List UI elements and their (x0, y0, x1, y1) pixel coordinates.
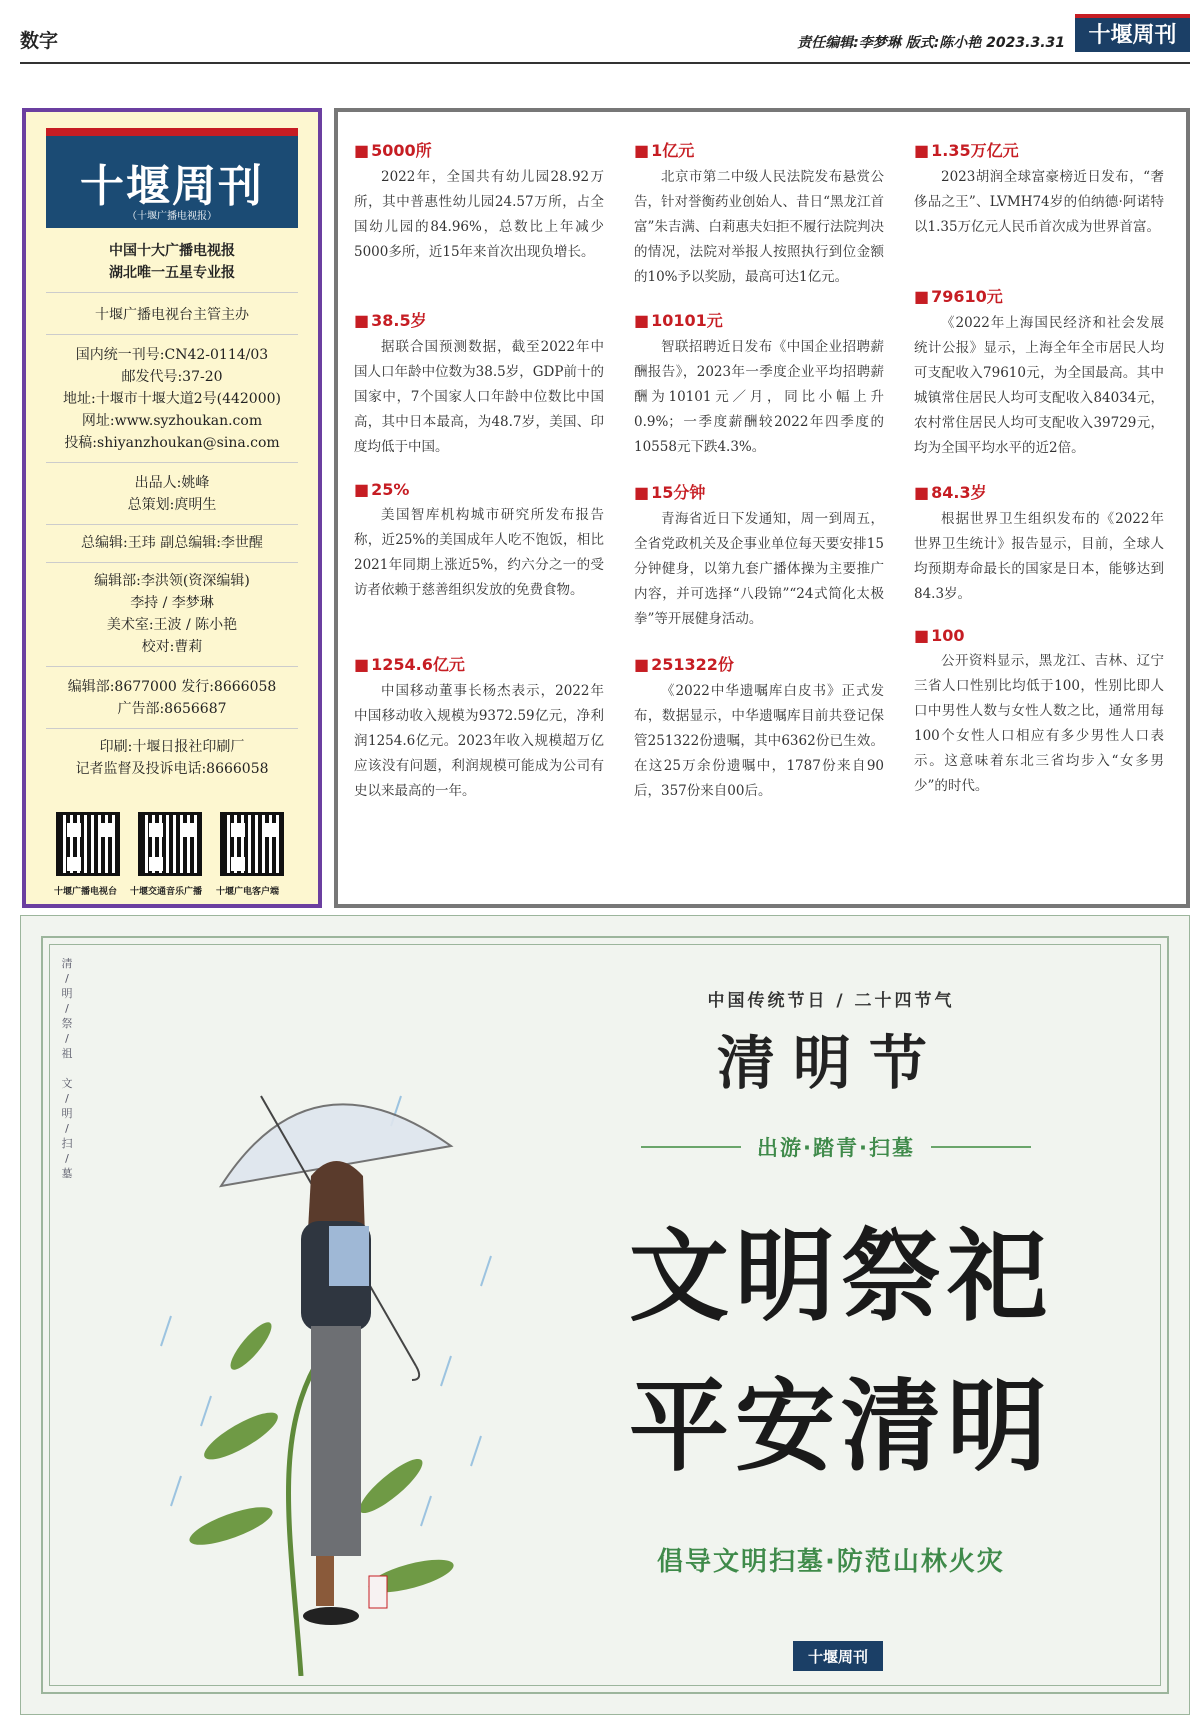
qingming-poster (20, 915, 1190, 1715)
vertical-caption: 清 / 明 / 祭 / 祖 文 / 明 / 扫 / 墓 (61, 957, 73, 1180)
tag-line-right (931, 1146, 1031, 1148)
divider (46, 728, 298, 729)
tag-text: 出游·踏青·扫墓 (757, 1136, 915, 1160)
logo-name: 十堰周刊 (80, 161, 264, 212)
item-figure: ■ 251322份 (634, 652, 884, 675)
poster-logo: 十堰周刊 (793, 1641, 883, 1671)
divider (46, 334, 298, 335)
item-text: 《2022中华遗嘱库白皮书》正式发布，数据显示，中华遗嘱库目前共登记保管251322份遗嘱，其中6362份已生效。在这25万余份遗嘱中，1787份来自90后，357份来自00后。 (634, 683, 884, 799)
divider (46, 562, 298, 563)
item-text: 《2022年上海国民经济和社会发展统计公报》显示，上海全年全市居民人均可支配收入79610元，为全国最高。其中城镇常住居民人均可支配收入84034元，农村常住居民人均可支配收入39729元，均为全国平均水平的近2倍。 (914, 315, 1164, 456)
news-item (634, 138, 884, 290)
calligraphy-line-2: 平安清明 (629, 1367, 1053, 1485)
editors: 李持 / 李梦琳 (130, 595, 214, 611)
slogan-2: 湖北唯一五星专业报 (109, 265, 235, 281)
complaint-phone: 记者监督及投诉电话:8666058 (75, 761, 269, 777)
divider (46, 524, 298, 525)
item-figure: ■ 100 (914, 626, 1164, 645)
item-figure: ■ 15分钟 (634, 480, 884, 503)
item-text: 青海省近日下发通知，周一到周五，全省党政机关及企事业单位每天要安排15分钟健身，以第九套广播体操为主要推广内容，并可选择“八段锦”“24式简化太极拳”等开展健身活动。 (634, 511, 884, 627)
news-item (634, 652, 884, 804)
email-link[interactable]: 投稿:shiyanzhoukan@sina.com (64, 435, 280, 451)
poster-slogan: 倡导文明扫墓·防范山林火灾 (657, 1547, 1005, 1577)
item-figure: ■ 1254.6亿元 (354, 652, 604, 675)
news-item (914, 626, 1164, 799)
item-figure: ■ 79610元 (914, 284, 1164, 307)
masthead-logo (46, 128, 298, 228)
news-item (914, 138, 1164, 240)
girl-umbrella-illustration (151, 1056, 511, 1676)
item-figure: ■ 1.35万亿元 (914, 138, 1164, 161)
publisher: 出品人:姚峰 (134, 475, 210, 491)
editor-credits: 责任编辑:李梦琳 版式:陈小艳 2023.3.31 (797, 35, 1065, 51)
section-label: 数字 (20, 30, 59, 52)
art-dept: 美术室:王波 / 陈小艳 (106, 617, 238, 633)
news-item (914, 480, 1164, 607)
address: 地址:十堰市十堰大道2号(442000) (63, 391, 281, 407)
proofreader: 校对:曹莉 (141, 639, 203, 655)
divider (46, 292, 298, 293)
item-text: 2022年，全国共有幼儿园28.92万所，其中普惠性幼儿园24.57万所，占全国幼儿园的84.96%，总数比上年减少5000多所，近15年来首次出现负增长。 (354, 169, 604, 260)
item-text: 2023胡润全球富豪榜近日发布，“奢侈品之王”、LVMH74岁的伯纳德·阿诺特以1.35万亿元人民币首次成为世界首富。 (914, 169, 1164, 235)
item-figure: ■ 10101元 (634, 308, 884, 331)
tag-row (641, 1126, 1031, 1166)
qr-label: 十堰广电客户端 (216, 887, 280, 897)
news-item (634, 308, 884, 460)
news-item (354, 480, 604, 603)
divider (46, 462, 298, 463)
item-text: 美国智库机构城市研究所发布报告称，近25%的美国成年人吃不饱饭，相比2021年同期上涨近5%，约六分之一的受访者依赖于慈善组织发放的免费食物。 (354, 507, 604, 598)
calligraphy-line-1: 文明祭祀 (629, 1217, 1053, 1335)
logo-subtitle: （十堰广播电视报） (127, 211, 217, 222)
qr-code[interactable] (138, 812, 202, 876)
qr-label: 十堰交通音乐广播 (130, 887, 203, 897)
item-figure: ■ 38.5岁 (354, 308, 604, 331)
qr-code[interactable] (220, 812, 284, 876)
slogan-1: 中国十大广播电视报 (109, 243, 235, 259)
news-item (634, 480, 884, 632)
numbers-box (334, 108, 1190, 908)
planner: 总策划:庹明生 (127, 497, 217, 513)
item-figure: ■ 84.3岁 (914, 480, 1164, 503)
news-item (354, 652, 604, 804)
sponsor: 十堰广播电视台主管主办 (95, 307, 249, 323)
header-divider (20, 62, 1190, 64)
postcode: 邮发代号:37-20 (121, 369, 223, 385)
printer: 印刷:十堰日报社印刷厂 (99, 739, 245, 755)
divider (46, 666, 298, 667)
chief-editors: 总编辑:王玮 副总编辑:李世醒 (81, 535, 263, 551)
item-text: 公开资料显示，黑龙江、吉林、辽宁三省人口性别比均低于100，性别比即人口中男性人数与女性人数之比，通常用每100个女性人口相应有多少男性人口表示。这意味着东北三省均步入“女多男少”的时代。 (914, 653, 1164, 794)
phones-2: 广告部:8656687 (117, 701, 227, 717)
news-item (354, 308, 604, 460)
qr-code[interactable] (56, 812, 120, 876)
item-text: 中国移动董事长杨杰表示，2022年中国移动收入规模为9372.59亿元，净利润1254.6亿元。2023年收入规模超万亿应该没有问题，利润规模可能成为公司有史以来最高的一年。 (354, 683, 604, 799)
item-text: 据联合国预测数据，截至2022年中国人口年龄中位数为38.5岁，GDP前十的国家中，7个国家人口年龄中位数比中国高，其中日本最高，为48.7岁，美国、印度均低于中国。 (354, 339, 604, 455)
logo-red-bar (46, 128, 298, 136)
cn-number: 国内统一刊号:CN42-0114/03 (75, 347, 269, 363)
website-link[interactable]: 网址:www.syzhoukan.com (81, 413, 263, 429)
festival-category: 中国传统节日 / 二十四节气 (707, 991, 955, 1011)
item-figure: ■ 1亿元 (634, 138, 884, 161)
editorial-dept: 编辑部:李洪领(资深编辑) (94, 573, 250, 589)
item-text: 北京市第二中级人民法院发布悬赏公告，针对誉衡药业创始人、昔日“黑龙江首富”朱吉满、白莉惠夫妇拒不履行法院判决的情况，法院对举报人按照执行到位金额的10%予以奖励，最高可达1亿元。 (634, 169, 884, 285)
phones-1: 编辑部:8677000 发行:8666058 (67, 679, 277, 695)
poster-title: 清明节 (716, 1029, 945, 1097)
qr-label: 十堰广播电视台 (54, 887, 118, 897)
header-logo: 十堰周刊 (1075, 14, 1190, 52)
news-item (354, 138, 604, 265)
masthead-panel (22, 108, 322, 908)
item-figure: ■ 25% (354, 480, 604, 499)
news-item (914, 284, 1164, 461)
item-figure: ■ 5000所 (354, 138, 604, 161)
item-text: 智联招聘近日发布《中国企业招聘薪酬报告》，2023年一季度企业平均招聘薪酬为10101元／月，同比小幅上升0.9%；一季度薪酬较2022年四季度的10558元下跌4.3%。 (634, 339, 884, 455)
item-text: 根据世界卫生组织发布的《2022年世界卫生统计》报告显示，目前，全球人均预期寿命最长的国家是日本，能够达到84.3岁。 (914, 511, 1164, 602)
